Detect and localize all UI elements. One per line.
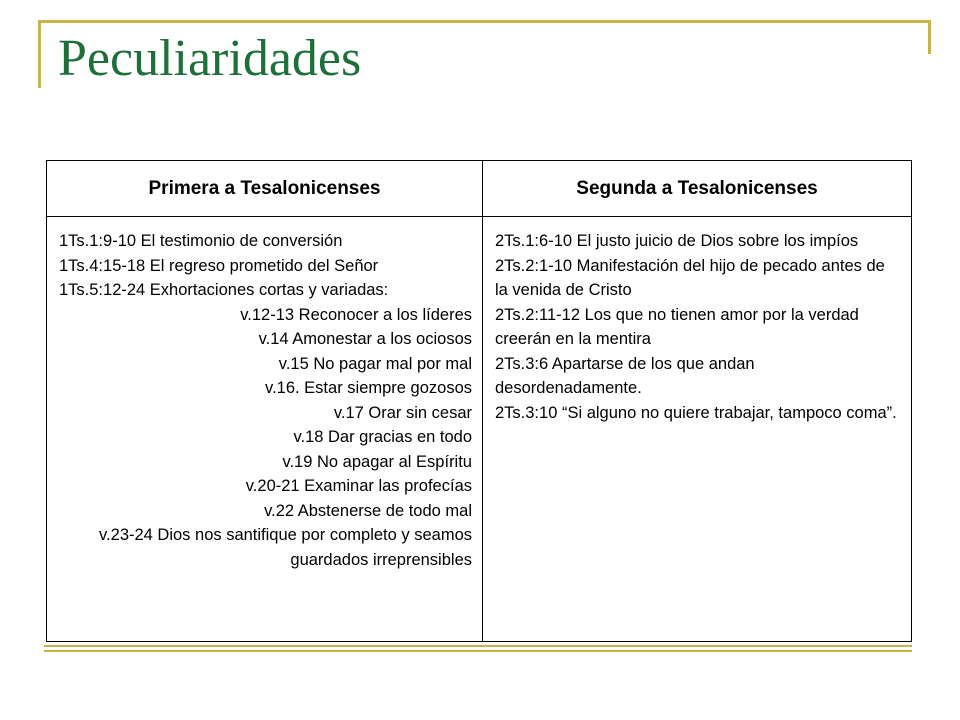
verse-item: v.22 Abstenerse de todo mal (264, 501, 472, 520)
verse-item: v.23-24 Dios nos santifique por completo y seamos guardados irreprensibles (99, 526, 472, 569)
slide-title: Peculiaridades (58, 30, 362, 87)
bottom-decorative-line-secondary (44, 650, 912, 652)
verse-item: v.16. Estar siempre gozosos (265, 379, 472, 397)
list-item: 2Ts.3:10 “Si alguno no quiere trabajar, tampoco coma”. (495, 403, 897, 422)
top-decorative-line (38, 20, 931, 23)
list-item: 2Ts.3:6 Apartarse de los que andan desordenadamente. (495, 354, 755, 397)
left-decorative-line (38, 20, 41, 88)
list-item: 2Ts.1:6-10 El justo juicio de Dios sobre los impíos (495, 232, 859, 250)
bottom-decorative-line (44, 645, 912, 647)
primera-cell (47, 217, 483, 642)
comparison-table (46, 160, 912, 642)
right-decorative-line (928, 20, 931, 54)
table-header-row (47, 161, 912, 217)
verse-item: v.19 No apagar al Espíritu (282, 452, 472, 471)
verse-item: v.17 Orar sin cesar (333, 403, 472, 422)
verse-item: v.12-13 Reconocer a los líderes (240, 305, 472, 324)
verse-item: v.15 No pagar mal por mal (278, 354, 472, 373)
list-item: 1Ts.1:9-10 El testimonio de conversión (59, 232, 343, 250)
list-item: 1Ts.5:12-24 Exhortaciones cortas y variadas: (59, 281, 389, 299)
list-item: 1Ts.4:15-18 El regreso prometido del Señor (59, 256, 379, 275)
segunda-cell (483, 217, 912, 642)
list-item: 2Ts.2:1-10 Manifestación del hijo de pecado antes de la venida de Cristo (495, 256, 885, 299)
verse-item: v.20-21 Examinar las profecías (245, 477, 472, 495)
list-item: 2Ts.2:11-12 Los que no tienen amor por la verdad creerán en la mentira (495, 305, 859, 348)
table-row (47, 217, 912, 642)
header-segunda: Segunda a Tesalonicenses (483, 161, 912, 217)
header-primera: Primera a Tesalonicenses (47, 161, 483, 217)
verse-item: v.18 Dar gracias en todo (293, 428, 472, 446)
verse-item: v.14 Amonestar a los ociosos (258, 330, 472, 348)
